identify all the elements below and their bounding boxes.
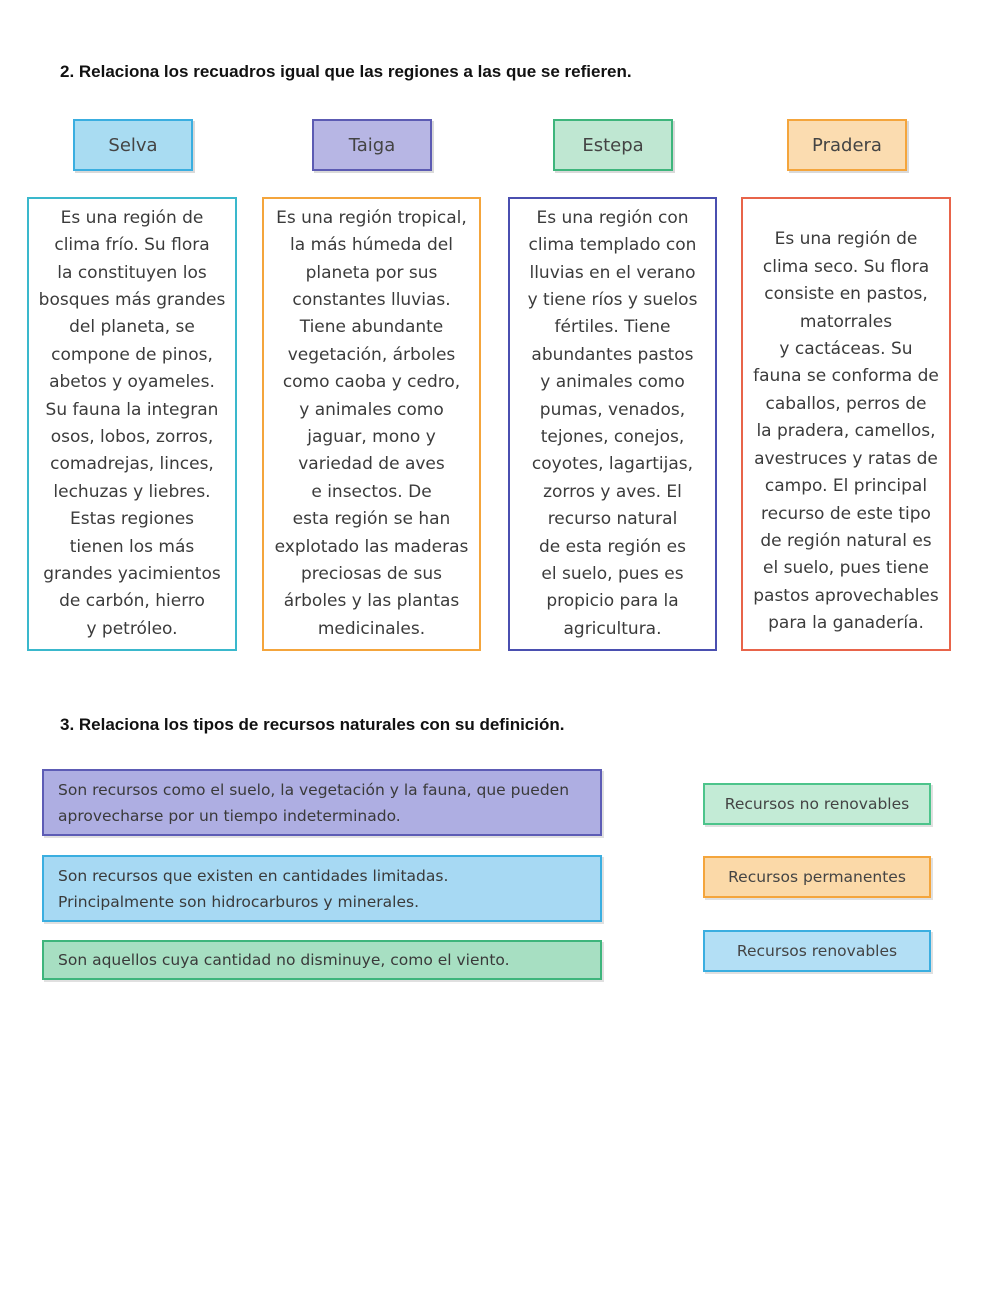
resource-permanentes[interactable]: Recursos permanentes	[703, 856, 931, 898]
description-box-2[interactable]: Es una región tropical, la más húmeda del planeta por sus constantes lluvias. Tiene abundante vegetación, árboles como caoba y cedro, y animales como jaguar, mono y variedad de aves e insectos. De esta región se han explotado las maderas preciosas de sus árboles y las plantas medicinales.	[262, 197, 481, 651]
section-3-title: 3. Relaciona los tipos de recursos naturales con su definición.	[60, 715, 565, 734]
resource-no-renovables[interactable]: Recursos no renovables	[703, 783, 931, 825]
description-box-1[interactable]: Es una región de clima frío. Su flora la constituyen los bosques más grandes del planeta, se compone de pinos, abetos y oyameles. Su fauna la integran osos, lobos, zorros, comadrejas, linces, lechuzas y liebres. Estas regiones tienen los más grandes yacimientos de carbón, hierro y petróleo.	[27, 197, 237, 651]
definition-box-1[interactable]: Son recursos como el suelo, la vegetación y la fauna, que pueden aprovecharse por un tiempo indeterminado.	[42, 769, 602, 836]
definition-box-3[interactable]: Son aquellos cuya cantidad no disminuye, como el viento.	[42, 940, 602, 980]
resource-renovables[interactable]: Recursos renovables	[703, 930, 931, 972]
section-2-title: 2. Relaciona los recuadros igual que las regiones a las que se refieren.	[60, 62, 632, 81]
label-pradera[interactable]: Pradera	[787, 119, 907, 171]
description-box-3[interactable]: Es una región con clima templado con lluvias en el verano y tiene ríos y suelos fértiles. Tiene abundantes pastos y animales como pumas, venados, tejones, conejos, coyotes, lagartijas, zorros y aves. El recurso natural de esta región es el suelo, pues es propicio para la agricultura.	[508, 197, 717, 651]
label-selva[interactable]: Selva	[73, 119, 193, 171]
label-taiga[interactable]: Taiga	[312, 119, 432, 171]
definition-box-2[interactable]: Son recursos que existen en cantidades limitadas. Principalmente son hidrocarburos y minerales.	[42, 855, 602, 922]
label-estepa[interactable]: Estepa	[553, 119, 673, 171]
description-box-4[interactable]: Es una región de clima seco. Su flora consiste en pastos, matorrales y cactáceas. Su fauna se conforma de caballos, perros de la pradera, camellos, avestruces y ratas de campo. El principal recurso de este tipo de región natural es el suelo, pues tiene pastos aprovechables para la ganadería.	[741, 197, 951, 651]
